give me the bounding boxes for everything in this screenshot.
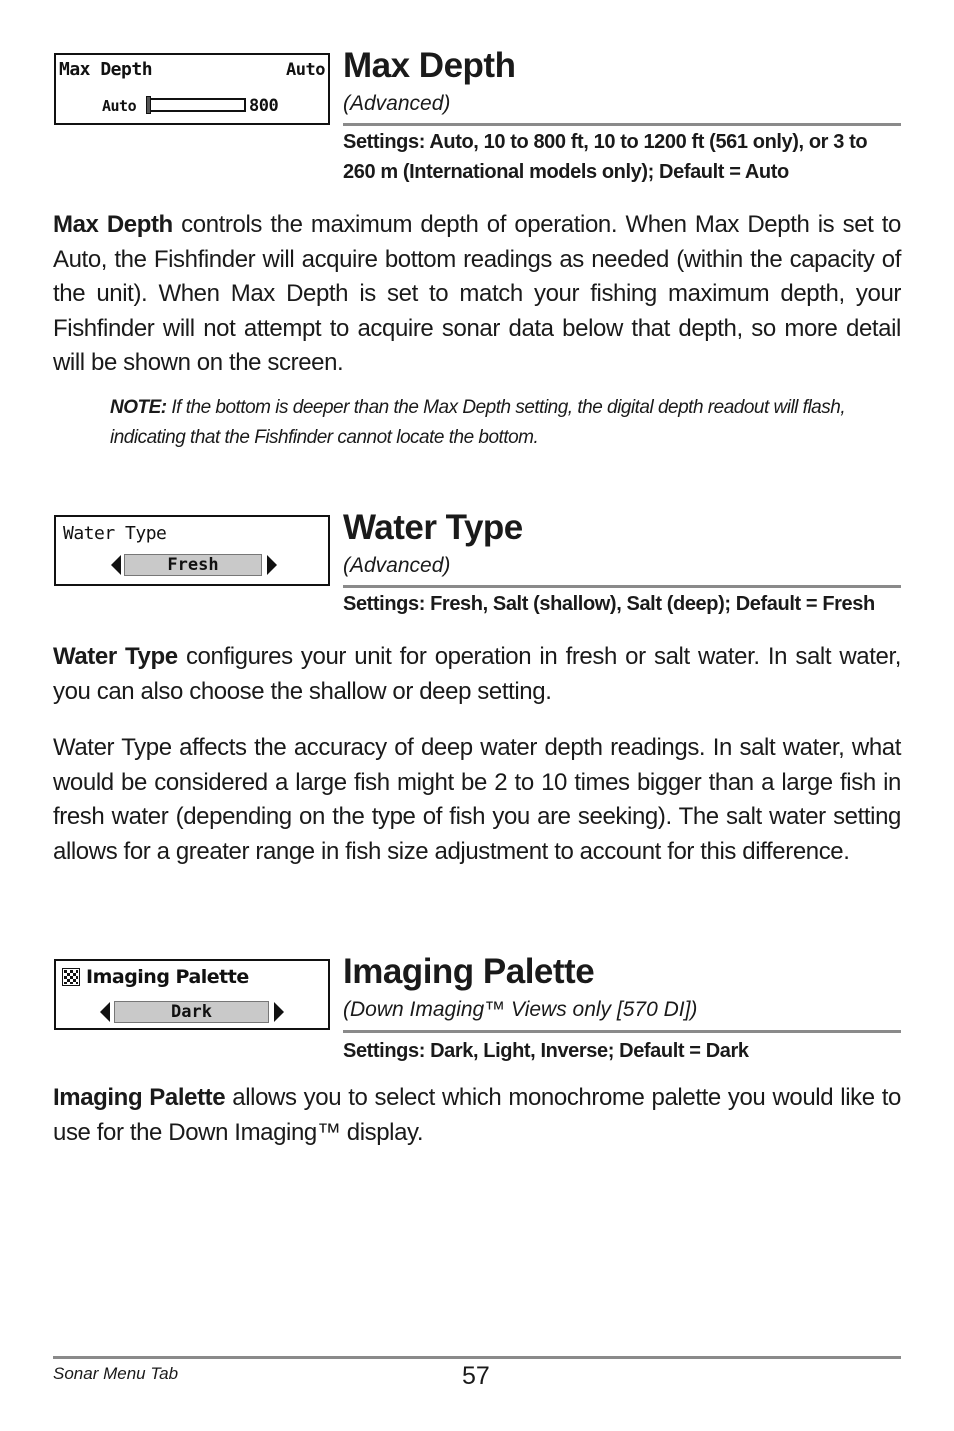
water-type-accuracy-paragraph: Water Type affects the accuracy of deep water depth readings. In salt water, what would be considered a large fish might be 2 to 10 times bigger than a large fish in fresh water (depending on the type of fish you are seeking). The salt water setting allows for a greater range in fish size adjustment to account for this difference.: [53, 734, 901, 865]
max-depth-slider-min-label: Auto: [102, 97, 137, 115]
max-depth-slider-max-label: 800: [249, 96, 279, 116]
imaging-palette-settings: Settings: Dark, Light, Inverse; Default = Dark: [343, 1040, 749, 1062]
water-type-subheading: (Advanced): [343, 554, 451, 577]
max-depth-rule: [343, 123, 901, 126]
arrow-left-icon[interactable]: [100, 1002, 110, 1022]
water-type-description-text: configures your unit for operation in fresh or salt water. In salt water, you can also choose the shallow or deep setting.: [53, 643, 901, 705]
water-type-widget-title: Water Type: [63, 523, 167, 544]
max-depth-widget-value: Auto: [286, 60, 325, 80]
max-depth-subheading: (Advanced): [343, 92, 451, 115]
imaging-palette-subheading: (Down Imaging™ Views only [570 DI]): [343, 998, 698, 1021]
water-type-widget[interactable]: [54, 515, 330, 586]
footer-rule: [53, 1356, 901, 1359]
water-type-description: [53, 640, 901, 709]
arrow-right-icon[interactable]: [267, 555, 277, 575]
imaging-palette-description: [53, 1081, 901, 1150]
max-depth-settings: Settings: Auto, 10 to 800 ft, 10 to 1200 ft (561 only), or 3 to 260 m (International models only); Default = Auto: [343, 131, 868, 183]
page-number: 57: [462, 1362, 490, 1390]
water-type-rule: [343, 585, 901, 588]
water-type-heading: Water Type: [343, 508, 523, 547]
max-depth-note: [110, 393, 870, 453]
max-depth-slider-knob[interactable]: [146, 96, 151, 114]
water-type-select[interactable]: Fresh: [124, 554, 262, 576]
imaging-palette-select[interactable]: Dark: [114, 1001, 269, 1023]
max-depth-widget[interactable]: [54, 53, 330, 125]
palette-icon: [62, 968, 80, 986]
note-text: If the bottom is deeper than the Max Depth setting, the digital depth readout will flash, indicating that the Fishfinder cannot locate the bottom.: [110, 397, 846, 448]
max-depth-description: [53, 208, 901, 381]
max-depth-widget-title: Max Depth: [59, 59, 153, 80]
arrow-left-icon[interactable]: [111, 555, 121, 575]
imaging-palette-widget[interactable]: [54, 959, 330, 1030]
imaging-palette-rule: [343, 1030, 901, 1033]
imaging-palette-heading: Imaging Palette: [343, 952, 595, 991]
water-type-settings: Settings: Fresh, Salt (shallow), Salt (deep); Default = Fresh: [343, 593, 875, 615]
imaging-palette-term: Imaging Palette: [53, 1084, 226, 1111]
note-label: NOTE:: [110, 397, 167, 418]
water-type-term: Water Type: [53, 643, 178, 670]
max-depth-description-text: controls the maximum depth of operation. When Max Depth is set to Auto, the Fishfinder will acquire bottom readings as needed (within the capacity of the unit). When Max Depth is set to match your fishing maximum depth, your Fishfinder will not attempt to acquire sonar data below that depth, so more detail will be shown on the screen.: [53, 211, 902, 376]
imaging-palette-widget-title: Imaging Palette: [86, 966, 249, 988]
footer-section-title: Sonar Menu Tab: [53, 1364, 179, 1383]
max-depth-term: Max Depth: [53, 211, 173, 238]
imaging-palette-description-text: allows you to select which monochrome palette you would like to use for the Down Imaging™ display.: [53, 1084, 901, 1146]
arrow-right-icon[interactable]: [274, 1002, 284, 1022]
max-depth-slider[interactable]: [146, 98, 246, 112]
max-depth-heading: Max Depth: [343, 46, 516, 85]
